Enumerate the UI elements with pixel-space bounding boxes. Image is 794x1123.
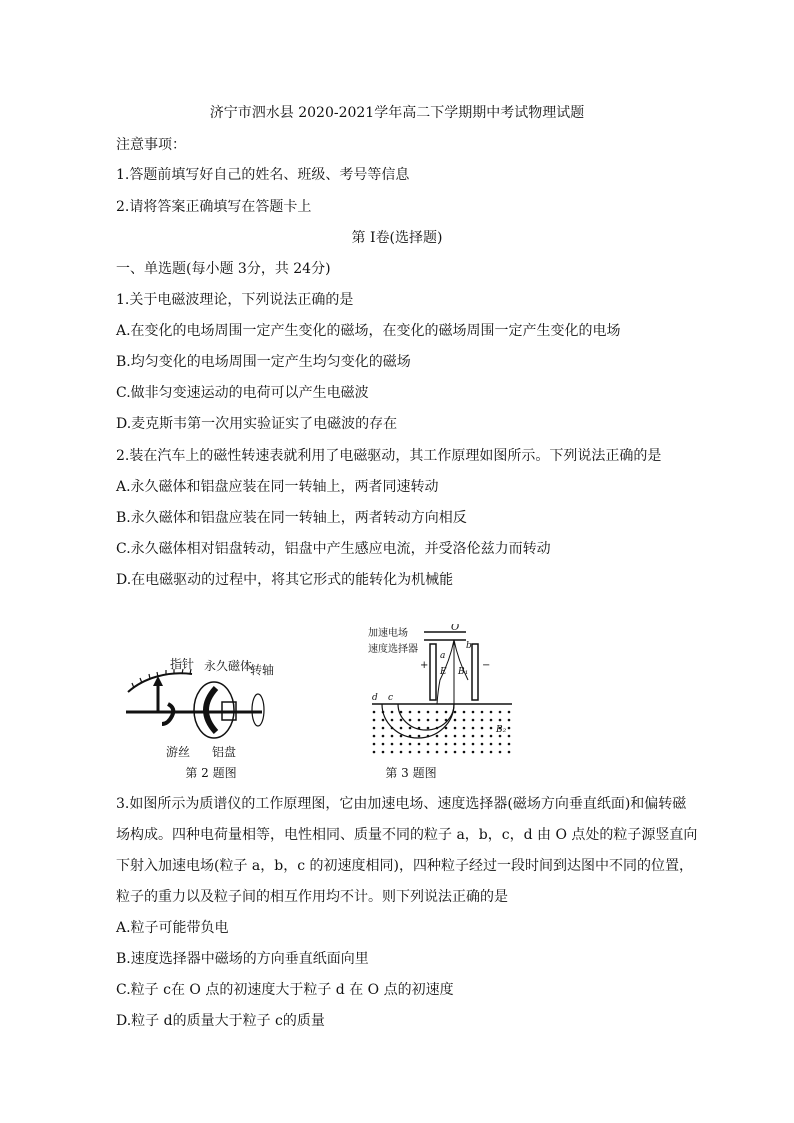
- label-O: O: [451, 624, 460, 633]
- field-dot: [382, 735, 385, 738]
- field-dot: [454, 735, 457, 738]
- field-dot: [445, 751, 448, 754]
- field-dot: [481, 711, 484, 714]
- field-dot: [472, 743, 475, 746]
- field-dot: [481, 719, 484, 722]
- field-dot: [508, 711, 511, 714]
- label-magnet: 永久磁体: [204, 659, 253, 673]
- q3-stem-line-4: 粒子的重力以及粒子间的相互作用均不计。则下列说法正确的是: [116, 889, 508, 905]
- field-dot: [481, 751, 484, 754]
- field-dot: [382, 727, 385, 730]
- field-dot: [490, 727, 493, 730]
- field-dot: [382, 743, 385, 746]
- mass-spectrometer-figure: [362, 624, 522, 762]
- field-dot: [427, 719, 430, 722]
- field-dot: [382, 719, 385, 722]
- field-dot: [499, 735, 502, 738]
- field-dot: [508, 719, 511, 722]
- field-dot: [427, 751, 430, 754]
- field-dot: [382, 751, 385, 754]
- field-dot: [436, 719, 439, 722]
- field-dot: [391, 735, 394, 738]
- q3-option-c: C.粒子 c在 O 点的初速度大于粒子 d 在 O 点的初速度: [116, 982, 454, 998]
- label-shaft: 转轴: [250, 663, 275, 677]
- q2-option-c: C.永久磁体相对铝盘转动，铝盘中产生感应电流，并受洛伦兹力而转动: [116, 541, 551, 557]
- q3-stem-line-2: 场构成。四种电荷量相等，电性相同、质量不同的粒子 a，b，c，d 由 O 点处的粒子源竖直向: [116, 827, 698, 843]
- selector-plate-left: [430, 644, 436, 700]
- field-dot: [508, 735, 511, 738]
- field-dot: [454, 727, 457, 730]
- field-dot: [472, 735, 475, 738]
- field-dot: [373, 735, 376, 738]
- field-dot: [490, 743, 493, 746]
- label-b: b: [466, 641, 472, 651]
- field-dot: [481, 743, 484, 746]
- q1-option-a: A.在变化的电场周围一定产生变化的磁场，在变化的磁场周围一定产生变化的电场: [116, 323, 621, 339]
- label-c: c: [388, 693, 394, 703]
- field-dot: [472, 727, 475, 730]
- q3-option-a: A.粒子可能带负电: [116, 920, 229, 936]
- field-dot: [400, 719, 403, 722]
- part-title: 第 I卷(选择题): [351, 230, 443, 246]
- field-dot: [418, 711, 421, 714]
- field-dot: [418, 719, 421, 722]
- field-dot: [508, 743, 511, 746]
- field-dot: [463, 735, 466, 738]
- field-dot: [418, 751, 421, 754]
- label-d: d: [372, 693, 378, 703]
- field-dot: [508, 727, 511, 730]
- field-dot: [454, 711, 457, 714]
- exam-title: 济宁市泗水县 2020-2021学年高二下学期期中考试物理试题: [209, 105, 585, 121]
- field-dot: [409, 719, 412, 722]
- figure2-caption: 第 2 题图: [185, 766, 237, 780]
- hairspring: [162, 704, 173, 724]
- label-E: E: [440, 667, 447, 677]
- label-accel-field: 加速电场: [368, 628, 408, 639]
- selector-plate-right: [472, 644, 478, 700]
- field-dot: [400, 751, 403, 754]
- field-dot: [427, 743, 430, 746]
- field-dot: [472, 751, 475, 754]
- q1-option-d: D.麦克斯韦第一次用实验证实了电磁波的存在: [116, 416, 398, 432]
- field-dot: [445, 711, 448, 714]
- field-dot: [481, 727, 484, 730]
- notice-item-1: 1.答题前填写好自己的姓名、班级、考号等信息: [116, 167, 410, 183]
- field-dot: [463, 727, 466, 730]
- field-dot: [418, 743, 421, 746]
- q3-option-d: D.粒子 d的质量大于粒子 c的质量: [116, 1013, 325, 1029]
- q3-stem-line-3: 下射入加速电场(粒子 a，b，c 的初速度相同)，四种粒子经过一段时间到达图中不同的位置，: [116, 858, 693, 874]
- field-dot: [499, 751, 502, 754]
- field-dot: [463, 751, 466, 754]
- q2-option-b: B.永久磁体和铝盘应装在同一转轴上，两者转动方向相反: [116, 510, 467, 526]
- field-dot: [490, 751, 493, 754]
- field-dot: [454, 751, 457, 754]
- field-dot: [400, 743, 403, 746]
- field-dot: [400, 727, 403, 730]
- rotation-arrow: [252, 694, 264, 726]
- label-spring: 游丝: [166, 745, 191, 759]
- label-plus: +: [420, 660, 429, 671]
- label-minus: −: [482, 660, 491, 671]
- field-dot: [436, 743, 439, 746]
- label-B2: B₂: [496, 725, 507, 735]
- field-dot: [463, 711, 466, 714]
- field-dot: [481, 735, 484, 738]
- field-dot: [490, 711, 493, 714]
- field-dots: [373, 711, 511, 754]
- label-disk: 铝盘: [212, 745, 237, 759]
- field-dot: [436, 735, 439, 738]
- field-dot: [373, 751, 376, 754]
- field-dot: [409, 727, 412, 730]
- field-dot: [463, 719, 466, 722]
- field-dot: [373, 719, 376, 722]
- field-dot: [490, 735, 493, 738]
- field-dot: [508, 751, 511, 754]
- q1-option-c: C.做非匀变速运动的电荷可以产生电磁波: [116, 385, 369, 401]
- label-B1: B₁: [458, 667, 469, 677]
- label-pointer: 指针: [170, 657, 195, 671]
- q3-option-b: B.速度选择器中磁场的方向垂直纸面向里: [116, 951, 369, 967]
- field-dot: [445, 735, 448, 738]
- field-dot: [409, 743, 412, 746]
- field-dot: [472, 719, 475, 722]
- field-dot: [490, 719, 493, 722]
- field-dot: [427, 727, 430, 730]
- q1-option-b: B.均匀变化的电场周围一定产生均匀变化的磁场: [116, 354, 411, 370]
- field-dot: [454, 719, 457, 722]
- field-dot: [391, 711, 394, 714]
- field-dot: [454, 743, 457, 746]
- field-dot: [391, 743, 394, 746]
- notice-heading: 注意事项：: [116, 137, 186, 153]
- field-dot: [373, 727, 376, 730]
- field-dot: [499, 711, 502, 714]
- field-dot: [391, 751, 394, 754]
- q2-option-d: D.在电磁驱动的过程中，将其它形式的能转化为机械能: [116, 572, 454, 588]
- figure3-caption: 第 3 题图: [385, 766, 437, 780]
- field-dot: [436, 711, 439, 714]
- q2-option-a: A.永久磁体和铝盘应装在同一转轴上，两者同速转动: [116, 479, 439, 495]
- field-dot: [418, 735, 421, 738]
- field-dot: [391, 719, 394, 722]
- notice-item-2: 2.请将答案正确填写在答题卡上: [116, 199, 312, 215]
- q3-stem-line-1: 3.如图所示为质谱仪的工作原理图，它由加速电场、速度选择器(磁场方向垂直纸面)和偏转磁: [116, 796, 687, 812]
- field-dot: [472, 711, 475, 714]
- field-dot: [463, 743, 466, 746]
- field-dot: [445, 743, 448, 746]
- field-dot: [409, 751, 412, 754]
- tachometer-figure: [122, 652, 282, 762]
- field-dot: [499, 719, 502, 722]
- q2-stem: 2.装在汽车上的磁性转速表就利用了电磁驱动，其工作原理如图所示。下列说法正确的是: [116, 448, 662, 464]
- permanent-magnet: [206, 688, 216, 732]
- q1-stem: 1.关于电磁波理论，下列说法正确的是: [116, 292, 354, 308]
- field-dot: [436, 751, 439, 754]
- label-velocity-selector: 速度选择器: [368, 644, 418, 655]
- field-dot: [409, 711, 412, 714]
- section-heading: 一、单选题(每小题 3分，共 24分): [116, 261, 331, 277]
- field-dot: [427, 711, 430, 714]
- field-dot: [499, 743, 502, 746]
- field-dot: [373, 711, 376, 714]
- label-a: a: [440, 651, 446, 661]
- field-dot: [373, 743, 376, 746]
